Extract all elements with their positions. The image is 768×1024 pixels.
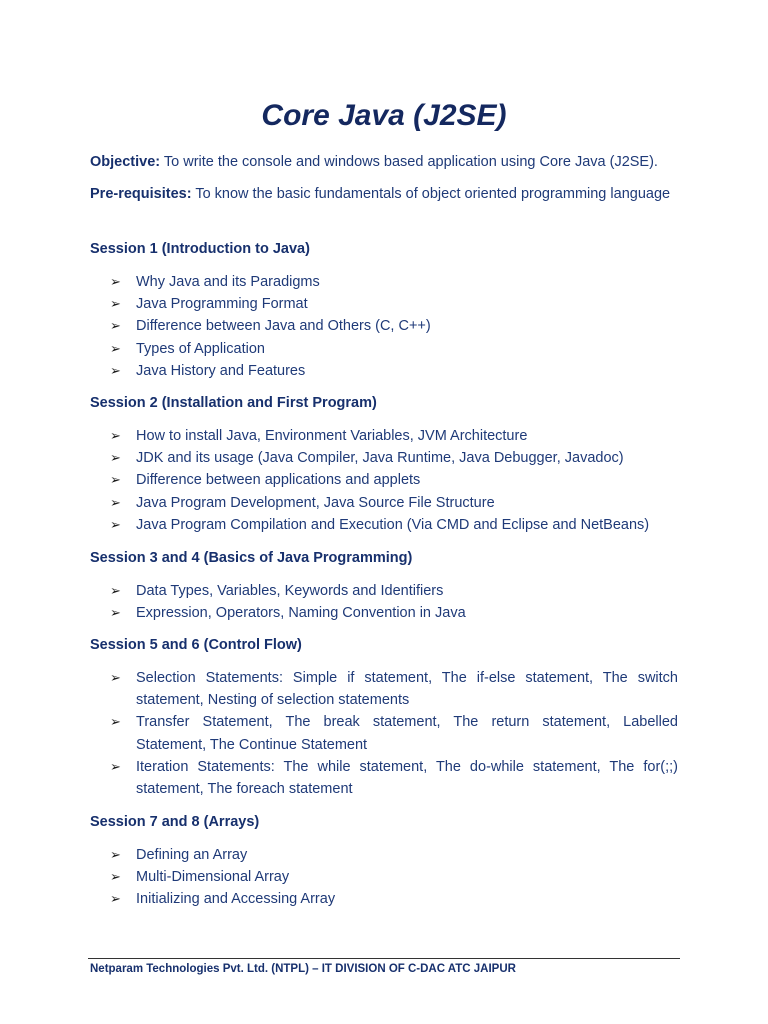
footer-divider (88, 958, 680, 959)
list-item: ➢ Selection Statements: Simple if statement, The if-else statement, The switch statement, Nesting of selection statements (110, 667, 678, 711)
session-1-list (110, 271, 678, 382)
session-heading: Session 2 (Installation and First Program) (90, 395, 377, 411)
list-item: ➢ Expression, Operators, Naming Convention in Java (110, 602, 678, 624)
arrow-bullet-icon: ➢ (110, 869, 121, 885)
list-item: ➢ How to install Java, Environment Variables, JVM Architecture (110, 425, 678, 447)
arrow-bullet-icon: ➢ (110, 274, 121, 289)
session-2-list (110, 425, 678, 536)
list-item: ➢ Why Java and its Paradigms (110, 271, 678, 293)
list-item: ➢ Iteration Statements: The while statement, The do-while statement, The for(;;) statement, The foreach statement (110, 756, 678, 800)
list-item: ➢ Java History and Features (110, 360, 678, 382)
list-item: ➢ Types of Application (110, 338, 678, 360)
arrow-bullet-icon: ➢ (110, 472, 121, 488)
prerequisites-paragraph (90, 183, 678, 206)
arrow-bullet-icon: ➢ (110, 318, 121, 334)
objective-paragraph (90, 151, 678, 174)
list-item: ➢ Data Types, Variables, Keywords and Identifiers (110, 580, 678, 602)
list-item: ➢ Multi-Dimensional Array (110, 866, 678, 888)
list-item: ➢ JDK and its usage (Java Compiler, Java Runtime, Java Debugger, Javadoc) (110, 447, 678, 469)
document-title: Core Java (J2SE) (261, 99, 507, 132)
prerequisites-text: To know the basic fundamentals of object oriented programming language (191, 186, 671, 202)
list-item: ➢ Java Programming Format (110, 293, 678, 315)
arrow-bullet-icon: ➢ (110, 296, 121, 312)
list-item: ➢ Initializing and Accessing Array (110, 888, 678, 910)
arrow-bullet-icon: ➢ (110, 494, 121, 510)
list-item: ➢ Java Program Development, Java Source File Structure (110, 492, 678, 514)
session-heading: Session 1 (Introduction to Java) (90, 241, 310, 257)
arrow-bullet-icon: ➢ (110, 847, 121, 862)
arrow-bullet-icon: ➢ (110, 758, 121, 774)
arrow-bullet-icon: ➢ (110, 583, 121, 598)
session-3-4-list (110, 580, 678, 624)
arrow-bullet-icon: ➢ (110, 714, 121, 730)
session-heading: Session 3 and 4 (Basics of Java Programming) (90, 550, 413, 566)
arrow-bullet-icon: ➢ (110, 605, 121, 621)
list-item: ➢ Java Program Compilation and Execution (Via CMD and Eclipse and NetBeans) (110, 514, 678, 536)
session-heading: Session 5 and 6 (Control Flow) (90, 637, 302, 653)
list-item: ➢ Difference between applications and applets (110, 469, 678, 491)
list-item: ➢ Transfer Statement, The break statement, The return statement, Labelled Statement, The Continue Statement (110, 711, 678, 755)
list-item: ➢ Defining an Array (110, 844, 678, 866)
arrow-bullet-icon: ➢ (110, 362, 121, 378)
objective-text: To write the console and windows based application using Core Java (J2SE). (160, 154, 658, 170)
arrow-bullet-icon: ➢ (110, 450, 121, 466)
arrow-bullet-icon: ➢ (110, 340, 121, 356)
session-5-6-list (110, 667, 678, 800)
prerequisites-label: Pre-requisites: (90, 186, 192, 202)
session-heading: Session 7 and 8 (Arrays) (90, 814, 260, 830)
session-7-8-list (110, 844, 678, 911)
arrow-bullet-icon: ➢ (110, 891, 121, 907)
objective-label: Objective: (90, 154, 161, 170)
arrow-bullet-icon: ➢ (110, 428, 121, 443)
page-footer: Netparam Technologies Pvt. Ltd. (NTPL) – IT DIVISION OF C-DAC ATC JAIPUR (90, 963, 516, 975)
arrow-bullet-icon: ➢ (110, 516, 121, 532)
list-item: ➢ Difference between Java and Others (C, C++) (110, 315, 678, 337)
arrow-bullet-icon: ➢ (110, 670, 121, 685)
